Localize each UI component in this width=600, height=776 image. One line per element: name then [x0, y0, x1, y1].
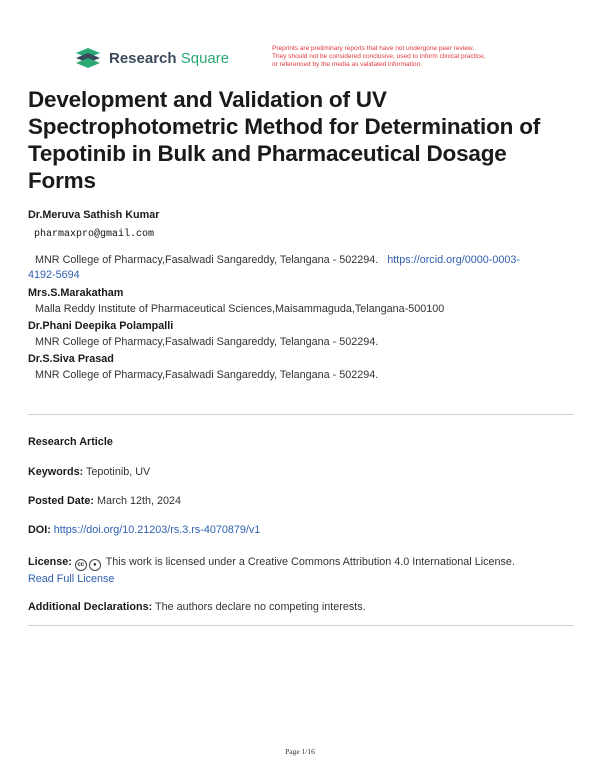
article-type: Research Article: [28, 436, 113, 448]
license: License: cc ● This work is licensed under a Creative Commons Attribution 4.0 International License. Read Full License: [28, 556, 515, 585]
notice-line: Preprints are preliminary reports that have not undergone peer review.: [272, 45, 474, 52]
section-divider: [28, 414, 574, 415]
keywords: Keywords: Tepotinib, UV: [28, 466, 151, 478]
notice-line: They should not be considered conclusive, used to inform clinical practice,: [272, 53, 486, 60]
additional-declarations: Additional Declarations: The authors declare no competing interests.: [28, 601, 366, 613]
notice-line: or referenced by the media as validated information.: [272, 61, 422, 68]
author-email[interactable]: pharmaxpro@gmail.com: [34, 229, 155, 240]
orcid-link[interactable]: https://orcid.org/0000-0003-: [387, 254, 520, 266]
research-square-logo-icon: [74, 46, 104, 70]
author-affiliation: MNR College of Pharmacy,Fasalwadi Sangareddy, Telangana - 502294.: [35, 369, 379, 381]
paper-title: Development and Validation of UV Spectrophotometric Method for Determination of Tepotinib in Bulk and Pharmaceutical Dosage Forms: [28, 87, 541, 193]
cc-by-icon: ●: [89, 559, 101, 571]
author-name: Mrs.S.Marakatham: [28, 287, 124, 299]
orcid-link-continued[interactable]: 4192-5694: [28, 269, 80, 281]
author-name: Dr.S.Siva Prasad: [28, 353, 114, 365]
page-number: Page 1/16: [285, 747, 315, 756]
author-affiliation: Malla Reddy Institute of Pharmaceutical Sciences,Maisammaguda,Telangana-500100: [35, 303, 445, 315]
logo-wordmark: Research Square: [109, 49, 230, 67]
posted-date: Posted Date: March 12th, 2024: [28, 495, 182, 507]
section-divider: [28, 625, 574, 626]
author-name: Dr.Phani Deepika Polampalli: [28, 320, 174, 332]
research-square-logo[interactable]: [74, 46, 229, 70]
read-full-license-link[interactable]: Read Full License: [28, 573, 115, 585]
author-list: [28, 208, 588, 383]
doi-link[interactable]: https://doi.org/10.21203/rs.3.rs-4070879/v1: [53, 524, 261, 536]
author-affiliation: MNR College of Pharmacy,Fasalwadi Sangareddy, Telangana - 502294. https://orcid.org/0000-0003-: [35, 254, 520, 266]
cc-icon: cc: [75, 559, 87, 571]
author-name: Dr.Meruva Sathish Kumar: [28, 209, 160, 221]
doi: DOI: https://doi.org/10.21203/rs.3.rs-4070879/v1: [28, 524, 261, 536]
author-affiliation: MNR College of Pharmacy,Fasalwadi Sangareddy, Telangana - 502294.: [35, 336, 379, 348]
preprint-notice: [272, 45, 542, 69]
